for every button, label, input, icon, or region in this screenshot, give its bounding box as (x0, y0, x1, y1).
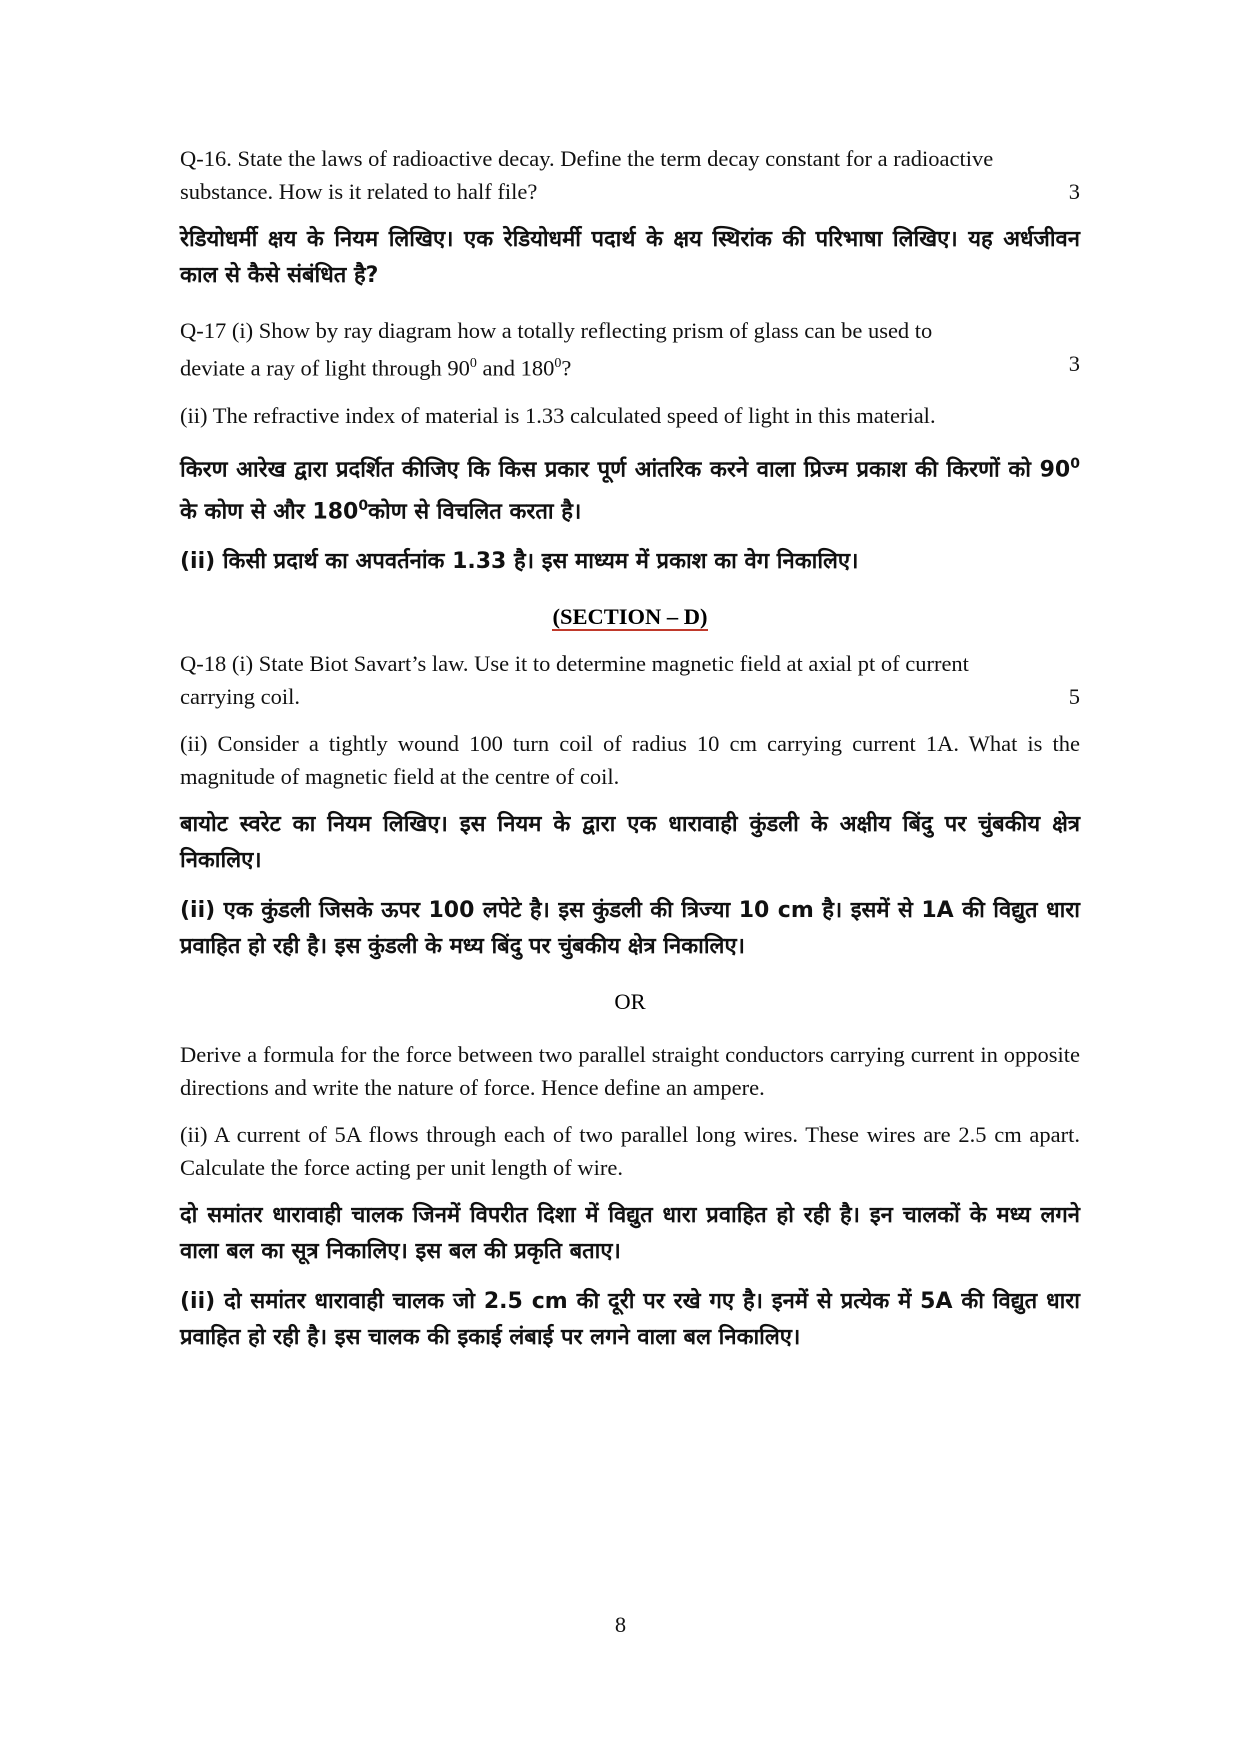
q16-english-line1: Q-16. State the laws of radioactive decay. Define the term decay constant for a radioactive (180, 146, 994, 171)
q18-english-part1 (180, 647, 1080, 713)
q16-hindi: रेडियोधर्मी क्षय के नियम लिखिए। एक रेडियोधर्मी पदार्थ के क्षय स्थिरांक की परिभाषा लिखिए। यह अर्धजीवन काल से कैसे संबंधित है? (180, 227, 1080, 288)
q17-hindi-part1 (180, 446, 1080, 531)
q17-hindi-part1b: के कोण से और 180 (180, 499, 359, 525)
q18-english-line1: Q-18 (i) State Biot Savart’s law. Use it to determine magnetic field at axial pt of current (180, 651, 969, 677)
q17-english-line2c: ? (561, 355, 572, 381)
q17-hindi-part2: (ii) किसी प्रदार्थ का अपवर्तनांक 1.33 है। इस माध्यम में प्रकाश का वेग निकालिए। (180, 549, 859, 575)
q17-english-part2: (ii) The refractive index of material is 1.33 calculated speed of light in this material. (180, 402, 936, 428)
degree-sup-2: 0 (554, 356, 562, 371)
section-d-title: (SECTION – D) (552, 604, 708, 630)
or-divider: OR (614, 989, 646, 1015)
q17-english-line2b: and 180 (476, 355, 555, 381)
q18-or-hindi-part1: दो समांतर धारावाही चालक जिनमें विपरीत दिशा में विद्युत धारा प्रवाहित हो रही है। इन चालकों के मध्य लगने वाला बल का सूत्र निकालिए। इस बल की प्रकृति बताए। (180, 1203, 1080, 1265)
q17-english-line1: Q-17 (i) Show by ray diagram how a totally reflecting prism of glass can be used to (180, 318, 933, 343)
q18-marks: 5 (1068, 684, 1080, 710)
q18-english-line2: carrying coil. (180, 684, 300, 710)
degree-sup-4: 0 (358, 497, 369, 514)
q17-marks: 3 (1068, 351, 1080, 376)
q17-english-part1 (180, 314, 1080, 385)
q18-hindi-part2: (ii) एक कुंडली जिसके ऊपर 100 लपेटे है। इस कुंडली की त्रिज्या 10 cm है। इसमें से 1A की विद्युत धारा प्रवाहित हो रही है। इस कुंडली के मध्य बिंदु पर चुंबकीय क्षेत्र निकालिए। (180, 898, 1080, 960)
q17-hindi-part1c: कोण से विचलित करता है। (368, 499, 582, 525)
q16-marks: 3 (1068, 179, 1080, 204)
q17-english-line2a: deviate a ray of light through 90 (180, 355, 470, 381)
q18-english-part2: (ii) Consider a tightly wound 100 turn coil of radius 10 cm carrying current 1A. What is the magnitude of magnetic field at the centre of coil. (180, 731, 1080, 790)
page-number: 8 (614, 1612, 627, 1637)
degree-sup-3: 0 (1070, 455, 1080, 472)
q18-hindi-part1: बायोट स्वरेट का नियम लिखिए। इस नियम के द्वारा एक धारावाही कुंडली के अक्षीय बिंदु पर चुंबकीय क्षेत्र निकालिए। (180, 812, 1080, 874)
section-heading (180, 600, 1080, 633)
page-content (180, 142, 1080, 1356)
q16-english (180, 142, 1080, 208)
q18-or-english-part1: Derive a formula for the force between two parallel straight conductors carrying current in opposite directions and write the nature of force. Hence define an ampere. (180, 1042, 1080, 1101)
degree-sup-1: 0 (469, 356, 477, 371)
q18-or-hindi-part2: (ii) दो समांतर धारावाही चालक जो 2.5 cm की दूरी पर रखे गए है। इनमें से प्रत्येक में 5A की विद्युत धारा प्रवाहित हो रही है। इस चालक की इकाई लंबाई पर लगने वाला बल निकालिए। (180, 1289, 1080, 1351)
q17-hindi-part1a: किरण आरेख द्वारा प्रदर्शित कीजिए कि किस प्रकार पूर्ण आंतरिक करने वाला प्रिज्म प्रकाश की किरणों को 90 (180, 456, 1071, 482)
q16-english-line2: substance. How is it related to half file? (180, 179, 538, 204)
q18-or-english-part2: (ii) A current of 5A flows through each of two parallel long wires. These wires are 2.5 cm apart. Calculate the force acting per unit length of wire. (180, 1122, 1080, 1181)
